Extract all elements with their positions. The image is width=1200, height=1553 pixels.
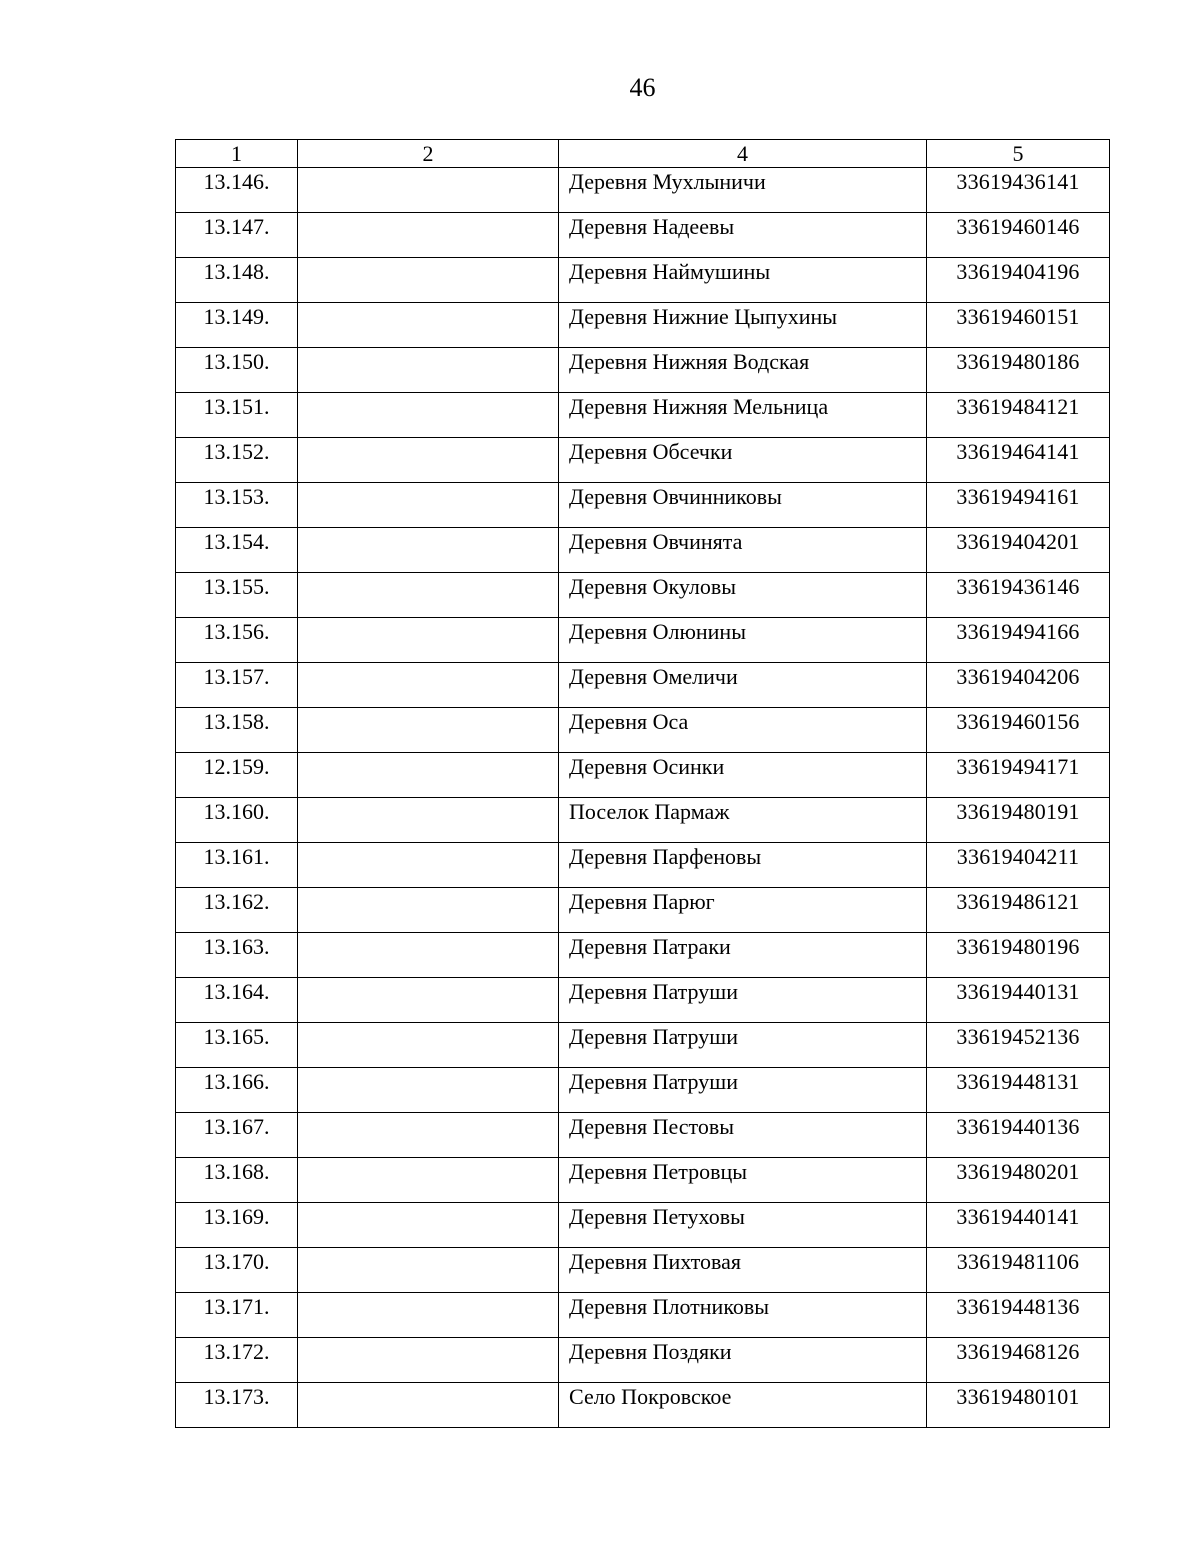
oktmo-code: 33619481106 (927, 1248, 1110, 1293)
oktmo-code: 33619480101 (927, 1383, 1110, 1428)
table-row (176, 753, 1110, 798)
oktmo-code: 33619480196 (927, 933, 1110, 978)
oktmo-code: 33619440141 (927, 1203, 1110, 1248)
settlement-name: Деревня Патраки (559, 933, 927, 978)
row-col-2 (298, 303, 559, 348)
row-col-2 (298, 1023, 559, 1068)
oktmo-code: 33619404211 (927, 843, 1110, 888)
oktmo-code: 33619494166 (927, 618, 1110, 663)
table-row (176, 1068, 1110, 1113)
settlement-name: Деревня Осинки (559, 753, 927, 798)
row-col-2 (298, 708, 559, 753)
table-row (176, 258, 1110, 303)
row-number: 13.171. (176, 1293, 298, 1338)
row-col-2 (298, 798, 559, 843)
settlement-name: Деревня Плотниковы (559, 1293, 927, 1338)
table-row (176, 1023, 1110, 1068)
row-col-2 (298, 1113, 559, 1158)
table-row (176, 1248, 1110, 1293)
row-col-2 (298, 933, 559, 978)
row-number: 13.146. (176, 168, 298, 213)
settlement-name: Село Покровское (559, 1383, 927, 1428)
oktmo-code: 33619452136 (927, 1023, 1110, 1068)
row-number: 13.172. (176, 1338, 298, 1383)
oktmo-code: 33619436146 (927, 573, 1110, 618)
oktmo-code: 33619440131 (927, 978, 1110, 1023)
page-number: 46 (629, 73, 656, 102)
oktmo-code: 33619480201 (927, 1158, 1110, 1203)
row-col-2 (298, 393, 559, 438)
settlement-name: Деревня Нижняя Водская (559, 348, 927, 393)
settlement-name: Деревня Мухлыничи (559, 168, 927, 213)
row-col-2 (298, 753, 559, 798)
oktmo-code: 33619494161 (927, 483, 1110, 528)
table-row (176, 393, 1110, 438)
row-number: 13.157. (176, 663, 298, 708)
table-row (176, 348, 1110, 393)
table-body (176, 168, 1110, 1428)
settlement-name: Деревня Надеевы (559, 213, 927, 258)
row-col-2 (298, 528, 559, 573)
table-row (176, 1113, 1110, 1158)
settlement-name: Деревня Омеличи (559, 663, 927, 708)
table-row (176, 168, 1110, 213)
row-number: 13.160. (176, 798, 298, 843)
row-col-2 (298, 663, 559, 708)
row-col-2 (298, 978, 559, 1023)
settlement-name: Деревня Наймушины (559, 258, 927, 303)
settlement-name: Деревня Патруши (559, 1068, 927, 1113)
row-number: 12.159. (176, 753, 298, 798)
table-row (176, 663, 1110, 708)
table-row (176, 528, 1110, 573)
settlement-name: Деревня Оса (559, 708, 927, 753)
settlement-name: Деревня Патруши (559, 1023, 927, 1068)
table-row (176, 978, 1110, 1023)
row-number: 13.173. (176, 1383, 298, 1428)
table-row (176, 573, 1110, 618)
table-row (176, 618, 1110, 663)
row-number: 13.169. (176, 1203, 298, 1248)
row-col-2 (298, 258, 559, 303)
row-col-2 (298, 843, 559, 888)
oktmo-code: 33619440136 (927, 1113, 1110, 1158)
oktmo-code: 33619480191 (927, 798, 1110, 843)
oktmo-code: 33619460146 (927, 213, 1110, 258)
settlement-name: Деревня Петуховы (559, 1203, 927, 1248)
row-col-2 (298, 213, 559, 258)
settlement-name: Деревня Парфеновы (559, 843, 927, 888)
settlement-name: Деревня Овчинята (559, 528, 927, 573)
row-number: 13.152. (176, 438, 298, 483)
row-number: 13.155. (176, 573, 298, 618)
oktmo-code: 33619448131 (927, 1068, 1110, 1113)
header-row (176, 140, 1110, 168)
settlement-name: Деревня Поздяки (559, 1338, 927, 1383)
oktmo-code: 33619468126 (927, 1338, 1110, 1383)
row-col-2 (298, 348, 559, 393)
row-number: 13.154. (176, 528, 298, 573)
row-col-2 (298, 168, 559, 213)
table-header (176, 140, 1110, 168)
oktmo-code: 33619448136 (927, 1293, 1110, 1338)
table-row (176, 843, 1110, 888)
row-col-2 (298, 438, 559, 483)
oktmo-code: 33619460151 (927, 303, 1110, 348)
row-number: 13.163. (176, 933, 298, 978)
oktmo-code: 33619436141 (927, 168, 1110, 213)
row-col-2 (298, 1203, 559, 1248)
row-number: 13.165. (176, 1023, 298, 1068)
row-number: 13.164. (176, 978, 298, 1023)
row-number: 13.153. (176, 483, 298, 528)
table-row (176, 438, 1110, 483)
row-number: 13.167. (176, 1113, 298, 1158)
row-number: 13.151. (176, 393, 298, 438)
settlement-name: Поселок Пармаж (559, 798, 927, 843)
settlement-name: Деревня Патруши (559, 978, 927, 1023)
table-row (176, 483, 1110, 528)
settlements-table (175, 139, 1110, 1428)
table-row (176, 1158, 1110, 1203)
oktmo-code: 33619480186 (927, 348, 1110, 393)
table-row (176, 888, 1110, 933)
row-number: 13.150. (176, 348, 298, 393)
row-number: 13.158. (176, 708, 298, 753)
settlement-name: Деревня Обсечки (559, 438, 927, 483)
row-number: 13.156. (176, 618, 298, 663)
row-col-2 (298, 1383, 559, 1428)
table-row (176, 708, 1110, 753)
settlement-name: Деревня Нижние Цыпухины (559, 303, 927, 348)
table-row (176, 1383, 1110, 1428)
oktmo-code: 33619404206 (927, 663, 1110, 708)
row-col-2 (298, 573, 559, 618)
row-number: 13.161. (176, 843, 298, 888)
table-row (176, 303, 1110, 348)
row-col-2 (298, 888, 559, 933)
row-col-2 (298, 1338, 559, 1383)
table-row (176, 1338, 1110, 1383)
row-col-2 (298, 1248, 559, 1293)
oktmo-code: 33619494171 (927, 753, 1110, 798)
settlement-name: Деревня Окуловы (559, 573, 927, 618)
row-number: 13.149. (176, 303, 298, 348)
row-col-2 (298, 1158, 559, 1203)
oktmo-code: 33619486121 (927, 888, 1110, 933)
settlement-name: Деревня Петровцы (559, 1158, 927, 1203)
oktmo-code: 33619464141 (927, 438, 1110, 483)
row-number: 13.168. (176, 1158, 298, 1203)
settlement-name: Деревня Пестовы (559, 1113, 927, 1158)
settlement-name: Деревня Пихтовая (559, 1248, 927, 1293)
table-row (176, 933, 1110, 978)
row-col-2 (298, 1293, 559, 1338)
row-number: 13.166. (176, 1068, 298, 1113)
header-col-1: 1 (176, 140, 298, 168)
header-col-2: 2 (298, 140, 559, 168)
oktmo-code: 33619460156 (927, 708, 1110, 753)
settlement-name: Деревня Нижняя Мельница (559, 393, 927, 438)
row-col-2 (298, 483, 559, 528)
header-col-5: 5 (927, 140, 1110, 168)
oktmo-code: 33619404201 (927, 528, 1110, 573)
row-col-2 (298, 1068, 559, 1113)
row-number: 13.170. (176, 1248, 298, 1293)
oktmo-code: 33619404196 (927, 258, 1110, 303)
row-number: 13.148. (176, 258, 298, 303)
table-row (176, 798, 1110, 843)
oktmo-code: 33619484121 (927, 393, 1110, 438)
table-row (176, 213, 1110, 258)
table-row (176, 1203, 1110, 1248)
settlement-name: Деревня Овчинниковы (559, 483, 927, 528)
row-number: 13.147. (176, 213, 298, 258)
settlement-name: Деревня Олюнины (559, 618, 927, 663)
settlement-name: Деревня Парюг (559, 888, 927, 933)
row-number: 13.162. (176, 888, 298, 933)
row-col-2 (298, 618, 559, 663)
table-row (176, 1293, 1110, 1338)
header-col-4: 4 (559, 140, 927, 168)
